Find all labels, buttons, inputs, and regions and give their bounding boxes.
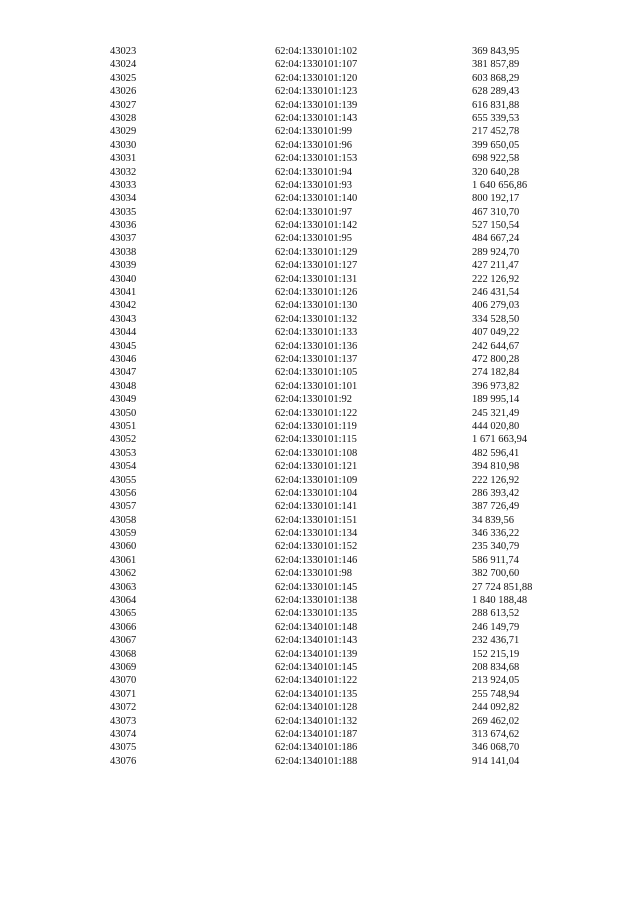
row-number: 43029 — [110, 126, 137, 138]
row-number: 43059 — [110, 528, 137, 540]
cadastral-number: 62:04:1330101:95 — [275, 233, 353, 245]
row-number: 43044 — [110, 327, 137, 339]
cadastral-number: 62:04:1330101:140 — [275, 193, 358, 205]
cadastral-value: 406 279,03 — [472, 300, 520, 312]
row-number: 43058 — [110, 514, 137, 526]
row-number: 43074 — [110, 728, 137, 740]
cadastral-value: 407 049,22 — [472, 327, 520, 339]
cadastral-value: 616 831,88 — [472, 99, 520, 111]
cadastral-value: 396 973,82 — [472, 380, 520, 392]
table-row — [110, 487, 580, 500]
cadastral-number: 62:04:1330101:109 — [275, 474, 358, 486]
cadastral-value: 484 667,24 — [472, 233, 520, 245]
cadastral-value: 381 857,89 — [472, 59, 520, 71]
row-number: 43035 — [110, 206, 137, 218]
cadastral-number: 62:04:1340101:122 — [275, 675, 358, 687]
table-row — [110, 45, 580, 58]
cadastral-number: 62:04:1330101:107 — [275, 59, 358, 71]
row-number: 43041 — [110, 287, 137, 299]
row-number: 43034 — [110, 193, 137, 205]
cadastral-value: 628 289,43 — [472, 86, 520, 98]
table-row — [110, 701, 580, 714]
cadastral-number: 62:04:1340101:128 — [275, 702, 358, 714]
table-row — [110, 447, 580, 460]
table-row — [110, 674, 580, 687]
cadastral-number: 62:04:1330101:135 — [275, 608, 358, 620]
table-row — [110, 661, 580, 674]
row-number: 43061 — [110, 554, 137, 566]
cadastral-number: 62:04:1330101:145 — [275, 581, 358, 593]
cadastral-value: 444 020,80 — [472, 420, 520, 432]
cadastral-value: 246 149,79 — [472, 621, 520, 633]
row-number: 43040 — [110, 273, 137, 285]
cadastral-value: 213 924,05 — [472, 675, 520, 687]
table-row — [110, 380, 580, 393]
table-row — [110, 634, 580, 647]
table-row — [110, 420, 580, 433]
cadastral-number: 62:04:1330101:134 — [275, 528, 358, 540]
cadastral-number: 62:04:1330101:131 — [275, 273, 358, 285]
cadastral-value: 313 674,62 — [472, 728, 520, 740]
table-row — [110, 192, 580, 205]
table-row — [110, 648, 580, 661]
cadastral-number: 62:04:1330101:102 — [275, 46, 358, 57]
cadastral-number: 62:04:1330101:133 — [275, 327, 358, 339]
cadastral-value: 269 462,02 — [472, 715, 520, 727]
cadastral-number: 62:04:1330101:119 — [275, 420, 357, 432]
cadastral-number: 62:04:1330101:137 — [275, 353, 358, 365]
cadastral-value: 235 340,79 — [472, 541, 520, 553]
row-number: 43023 — [110, 46, 137, 57]
cadastral-value: 394 810,98 — [472, 461, 520, 473]
row-number: 43032 — [110, 166, 137, 178]
table-row — [110, 594, 580, 607]
row-number: 43054 — [110, 461, 137, 473]
cadastral-number: 62:04:1330101:122 — [275, 407, 358, 419]
cadastral-value: 346 068,70 — [472, 742, 520, 754]
cadastral-number: 62:04:1330101:146 — [275, 554, 358, 566]
cadastral-number: 62:04:1330101:136 — [275, 340, 358, 352]
row-number: 43050 — [110, 407, 137, 419]
table-row — [110, 527, 580, 540]
cadastral-value: 334 528,50 — [472, 313, 520, 325]
cadastral-number: 62:04:1330101:120 — [275, 72, 358, 84]
row-number: 43031 — [110, 153, 137, 165]
cadastral-number: 62:04:1330101:96 — [275, 139, 353, 151]
cadastral-number: 62:04:1340101:139 — [275, 648, 358, 660]
table-row — [110, 755, 580, 768]
table-row — [110, 166, 580, 179]
cadastral-value: 242 644,67 — [472, 340, 520, 352]
row-number: 43066 — [110, 621, 137, 633]
table-row — [110, 460, 580, 473]
cadastral-number: 62:04:1340101:135 — [275, 688, 358, 700]
cadastral-value: 467 310,70 — [472, 206, 520, 218]
table-row — [110, 259, 580, 272]
cadastral-value: 655 339,53 — [472, 112, 520, 124]
row-number: 43036 — [110, 220, 137, 232]
cadastral-number: 62:04:1330101:98 — [275, 568, 353, 580]
table-row — [110, 474, 580, 487]
cadastral-number: 62:04:1330101:151 — [275, 514, 358, 526]
cadastral-number: 62:04:1330101:127 — [275, 260, 358, 272]
row-number: 43025 — [110, 72, 137, 84]
table-row — [110, 407, 580, 420]
cadastral-value: 586 911,74 — [472, 554, 519, 566]
cadastral-value: 527 150,54 — [472, 220, 520, 232]
row-number: 43056 — [110, 487, 137, 499]
row-number: 43037 — [110, 233, 137, 245]
row-number: 43055 — [110, 474, 137, 486]
row-number: 43046 — [110, 353, 137, 365]
table-row — [110, 514, 580, 527]
cadastral-value: 274 182,84 — [472, 367, 520, 379]
cadastral-value: 152 215,19 — [472, 648, 520, 660]
table-row — [110, 688, 580, 701]
table-row — [110, 72, 580, 85]
cadastral-value: 222 126,92 — [472, 273, 520, 285]
cadastral-number: 62:04:1340101:148 — [275, 621, 358, 633]
row-number: 43067 — [110, 635, 137, 647]
table-row — [110, 326, 580, 339]
table-row — [110, 393, 580, 406]
table-row — [110, 152, 580, 165]
row-number: 43070 — [110, 675, 137, 687]
cadastral-value: 217 452,78 — [472, 126, 520, 138]
cadastral-value: 482 596,41 — [472, 447, 520, 459]
cadastral-number: 62:04:1330101:153 — [275, 153, 358, 165]
row-number: 43024 — [110, 59, 137, 71]
cadastral-value: 232 436,71 — [472, 635, 520, 647]
cadastral-value: 208 834,68 — [472, 661, 520, 673]
cadastral-value: 914 141,04 — [472, 755, 520, 767]
table-row — [110, 313, 580, 326]
row-number: 43033 — [110, 179, 137, 191]
row-number: 43071 — [110, 688, 137, 700]
row-number: 43062 — [110, 568, 137, 580]
cadastral-number: 62:04:1330101:105 — [275, 367, 358, 379]
cadastral-value: 246 431,54 — [472, 287, 520, 299]
table-row — [110, 554, 580, 567]
table-row — [110, 353, 580, 366]
table-row — [110, 500, 580, 513]
table-row — [110, 206, 580, 219]
cadastral-value: 472 800,28 — [472, 353, 520, 365]
cadastral-number: 62:04:1330101:108 — [275, 447, 358, 459]
cadastral-value: 289 924,70 — [472, 246, 520, 258]
cadastral-value: 387 726,49 — [472, 501, 520, 513]
cadastral-value: 369 843,95 — [472, 46, 520, 57]
table-row — [110, 219, 580, 232]
cadastral-number: 62:04:1330101:130 — [275, 300, 358, 312]
cadastral-value: 698 922,58 — [472, 153, 520, 165]
row-number: 43064 — [110, 595, 137, 607]
table-row — [110, 607, 580, 620]
row-number: 43049 — [110, 394, 137, 406]
cadastral-number: 62:04:1330101:152 — [275, 541, 358, 553]
row-number: 43051 — [110, 420, 137, 432]
row-number: 43028 — [110, 112, 137, 124]
row-number: 43027 — [110, 99, 137, 111]
cadastral-number: 62:04:1330101:99 — [275, 126, 353, 138]
row-number: 43038 — [110, 246, 137, 258]
row-number: 43068 — [110, 648, 137, 660]
cadastral-value: 245 321,49 — [472, 407, 520, 419]
table-row — [110, 715, 580, 728]
cadastral-number: 62:04:1330101:138 — [275, 595, 358, 607]
cadastral-value: 1 840 188,48 — [472, 595, 528, 607]
cadastral-number: 62:04:1330101:141 — [275, 501, 358, 513]
row-number: 43026 — [110, 86, 137, 98]
cadastral-number: 62:04:1330101:129 — [275, 246, 358, 258]
cadastral-number: 62:04:1330101:97 — [275, 206, 353, 218]
cadastral-number: 62:04:1340101:132 — [275, 715, 358, 727]
table-row — [110, 99, 580, 112]
cadastral-number: 62:04:1330101:132 — [275, 313, 358, 325]
cadastral-value: 34 839,56 — [472, 514, 514, 526]
cadastral-value: 427 211,47 — [472, 260, 519, 272]
table-row — [110, 581, 580, 594]
cadastral-number: 62:04:1340101:187 — [275, 728, 358, 740]
cadastral-value: 320 640,28 — [472, 166, 520, 178]
cadastral-number: 62:04:1340101:145 — [275, 661, 358, 673]
table-row — [110, 58, 580, 71]
row-number: 43075 — [110, 742, 137, 754]
table-row — [110, 433, 580, 446]
cadastral-value: 399 650,05 — [472, 139, 520, 151]
row-number: 43039 — [110, 260, 137, 272]
table-row — [110, 366, 580, 379]
cadastral-value: 1 640 656,86 — [472, 179, 528, 191]
cadastral-value: 382 700,60 — [472, 568, 520, 580]
table-row — [110, 273, 580, 286]
cadastral-value: 288 613,52 — [472, 608, 520, 620]
cadastral-number: 62:04:1330101:121 — [275, 461, 358, 473]
table-row — [110, 139, 580, 152]
cadastral-value: 1 671 663,94 — [472, 434, 528, 446]
cadastral-number: 62:04:1330101:126 — [275, 287, 358, 299]
cadastral-number: 62:04:1330101:139 — [275, 99, 358, 111]
cadastral-number: 62:04:1340101:188 — [275, 755, 358, 767]
cadastral-number: 62:04:1330101:94 — [275, 166, 353, 178]
row-number: 43047 — [110, 367, 137, 379]
row-number: 43073 — [110, 715, 137, 727]
cadastral-value: 222 126,92 — [472, 474, 520, 486]
table-row — [110, 112, 580, 125]
cadastral-number: 62:04:1330101:142 — [275, 220, 358, 232]
cadastral-value: 27 724 851,88 — [472, 581, 533, 593]
cadastral-number: 62:04:1330101:123 — [275, 86, 358, 98]
row-number: 43048 — [110, 380, 137, 392]
cadastral-number: 62:04:1330101:104 — [275, 487, 358, 499]
cadastral-number: 62:04:1340101:143 — [275, 635, 358, 647]
row-number: 43052 — [110, 434, 137, 446]
table-row — [110, 85, 580, 98]
row-number: 43072 — [110, 702, 137, 714]
row-number: 43076 — [110, 755, 137, 767]
table-row — [110, 621, 580, 634]
row-number: 43043 — [110, 313, 137, 325]
row-number: 43065 — [110, 608, 137, 620]
cadastral-number: 62:04:1340101:186 — [275, 742, 358, 754]
table-row — [110, 728, 580, 741]
cadastral-number: 62:04:1330101:143 — [275, 112, 358, 124]
table-row — [110, 299, 580, 312]
cadastral-value: 286 393,42 — [472, 487, 520, 499]
table-row — [110, 340, 580, 353]
cadastral-value: 346 336,22 — [472, 528, 520, 540]
data-table — [110, 45, 580, 768]
row-number: 43069 — [110, 661, 137, 673]
table-row — [110, 246, 580, 259]
cadastral-value: 244 092,82 — [472, 702, 520, 714]
row-number: 43057 — [110, 501, 137, 513]
table-row — [110, 232, 580, 245]
table-row — [110, 286, 580, 299]
cadastral-number: 62:04:1330101:92 — [275, 394, 353, 406]
cadastral-value: 189 995,14 — [472, 394, 520, 406]
cadastral-number: 62:04:1330101:101 — [275, 380, 358, 392]
table-row — [110, 179, 580, 192]
row-number: 43053 — [110, 447, 137, 459]
cadastral-number: 62:04:1330101:93 — [275, 179, 353, 191]
cadastral-value: 255 748,94 — [472, 688, 520, 700]
cadastral-value: 800 192,17 — [472, 193, 520, 205]
table-row — [110, 125, 580, 138]
table-row — [110, 540, 580, 553]
cadastral-value: 603 868,29 — [472, 72, 520, 84]
row-number: 43030 — [110, 139, 137, 151]
table-row — [110, 741, 580, 754]
row-number: 43045 — [110, 340, 137, 352]
cadastral-number: 62:04:1330101:115 — [275, 434, 357, 446]
row-number: 43042 — [110, 300, 137, 312]
row-number: 43060 — [110, 541, 137, 553]
table-row — [110, 567, 580, 580]
row-number: 43063 — [110, 581, 137, 593]
